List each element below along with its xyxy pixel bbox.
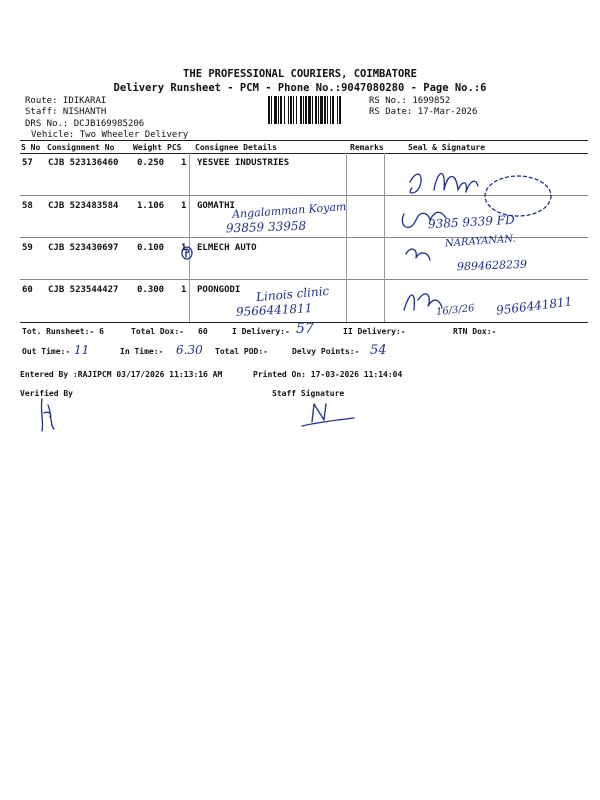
rtn-dox-label: RTN Dox:- [453, 327, 497, 336]
handwritten-name: NARAYANAN. [444, 233, 516, 250]
total-dox-label: Total Dox:- [131, 327, 184, 336]
row-pcs: 1 [181, 285, 187, 295]
route: Route: IDIKARAI [25, 96, 107, 106]
vehicle: Vehicle: Two Wheeler Delivery [31, 130, 189, 140]
staff-signature [298, 398, 358, 432]
column-divider [189, 153, 190, 322]
row-weight: 0.250 [137, 158, 165, 168]
row-pcs: 1 [181, 201, 187, 211]
signature-marks [390, 150, 590, 330]
delvy-points-value: 54 [370, 343, 387, 358]
out-time-value: 11 [74, 343, 90, 357]
signature-row60 [404, 294, 442, 310]
col-seal-signature: Seal & Signature [408, 143, 486, 152]
row-pcs: 1 [181, 158, 187, 168]
rs-number: RS No.: 1699852 [369, 96, 451, 106]
circled-mark [181, 245, 195, 261]
runsheet-subtitle: Delivery Runsheet - PCM - Phone No.:9047080280 - Page No.:6 [113, 82, 487, 94]
table-top-border [20, 140, 588, 141]
out-time-label: Out Time:- [22, 347, 71, 356]
row-pcs: 1 [181, 243, 187, 253]
staff-signature-label: Staff Signature [272, 389, 345, 398]
company-title: THE PROFESSIONAL COURIERS, COIMBATORE [183, 68, 417, 80]
row-consignee: ELMECH AUTO [197, 243, 257, 253]
row-consignment: CJB 523136460 [48, 158, 119, 168]
row-weight: 0.100 [137, 243, 165, 253]
total-pod-label: Total POD:- [215, 347, 268, 356]
handwritten-note: Linois clinic [255, 283, 330, 305]
col-sno: S No [21, 143, 41, 152]
i-delivery-value: 57 [296, 321, 314, 337]
row-consignee: POONGODI [197, 285, 241, 295]
rs-date: RS Date: 17-Mar-2026 [369, 107, 478, 117]
barcode [268, 96, 366, 124]
column-divider [384, 153, 385, 322]
handwritten-phone: 9894628239 [456, 257, 528, 274]
col-weight: Weight [133, 143, 162, 152]
row-sno: 60 [22, 285, 33, 295]
signature-row57 [410, 174, 478, 194]
row-weight: 0.300 [137, 285, 165, 295]
col-remarks: Remarks [350, 143, 384, 152]
i-delivery-label: I Delivery:- [232, 327, 290, 336]
handwritten-phone: 93859 33958 [225, 218, 307, 236]
handwritten-date: 16/3/26 [435, 303, 476, 318]
col-pcs: PCS [167, 143, 182, 152]
row-sno: 57 [22, 158, 33, 168]
delvy-points-label: Delvy Points:- [292, 347, 360, 356]
col-consignee: Consignee Details [195, 143, 277, 152]
in-time-value: 6.30 [176, 343, 203, 357]
row-consignment: CJB 523483584 [48, 201, 119, 211]
ii-delivery-label: II Delivery:- [343, 327, 406, 336]
barcode-bar [341, 96, 342, 124]
row-consignment: CJB 523544427 [48, 285, 119, 295]
total-dox-value: 60 [198, 327, 208, 336]
seal-stamp [485, 176, 551, 216]
verified-signature [30, 395, 80, 435]
row-weight: 1.106 [137, 201, 165, 211]
row-consignee: GOMATHI [197, 201, 235, 211]
tot-runsheet: Tot. Runsheet:- 6 [22, 327, 104, 336]
signature-row59 [406, 249, 430, 260]
entered-by: Entered By :RAJIPCM 03/17/2026 11:13:16 AM [20, 370, 223, 379]
handwritten-note: Angalamman Koyam [231, 200, 347, 221]
handwritten-phone: 9566441811 [235, 301, 313, 319]
printed-on: Printed On: 17-03-2026 11:14:04 [253, 370, 403, 379]
row-sno: 58 [22, 201, 33, 211]
staff: Staff: NISHANTH [25, 107, 107, 117]
row-consignment: CJB 523430697 [48, 243, 119, 253]
row-sno: 59 [22, 243, 33, 253]
in-time-label: In Time:- [120, 347, 164, 356]
handwritten-phone: 9385 9339 FD [427, 212, 515, 232]
handwritten-phone: 9566441811 [495, 294, 573, 318]
col-consignment: Consignment No [47, 143, 115, 152]
row-consignee: YESVEE INDUSTRIES [197, 158, 290, 168]
signature-row58 [402, 212, 446, 227]
drs-number: DRS No.: DCJB169985206 [25, 119, 145, 129]
column-divider [346, 153, 347, 322]
verified-by-label: Verified By [20, 389, 73, 398]
